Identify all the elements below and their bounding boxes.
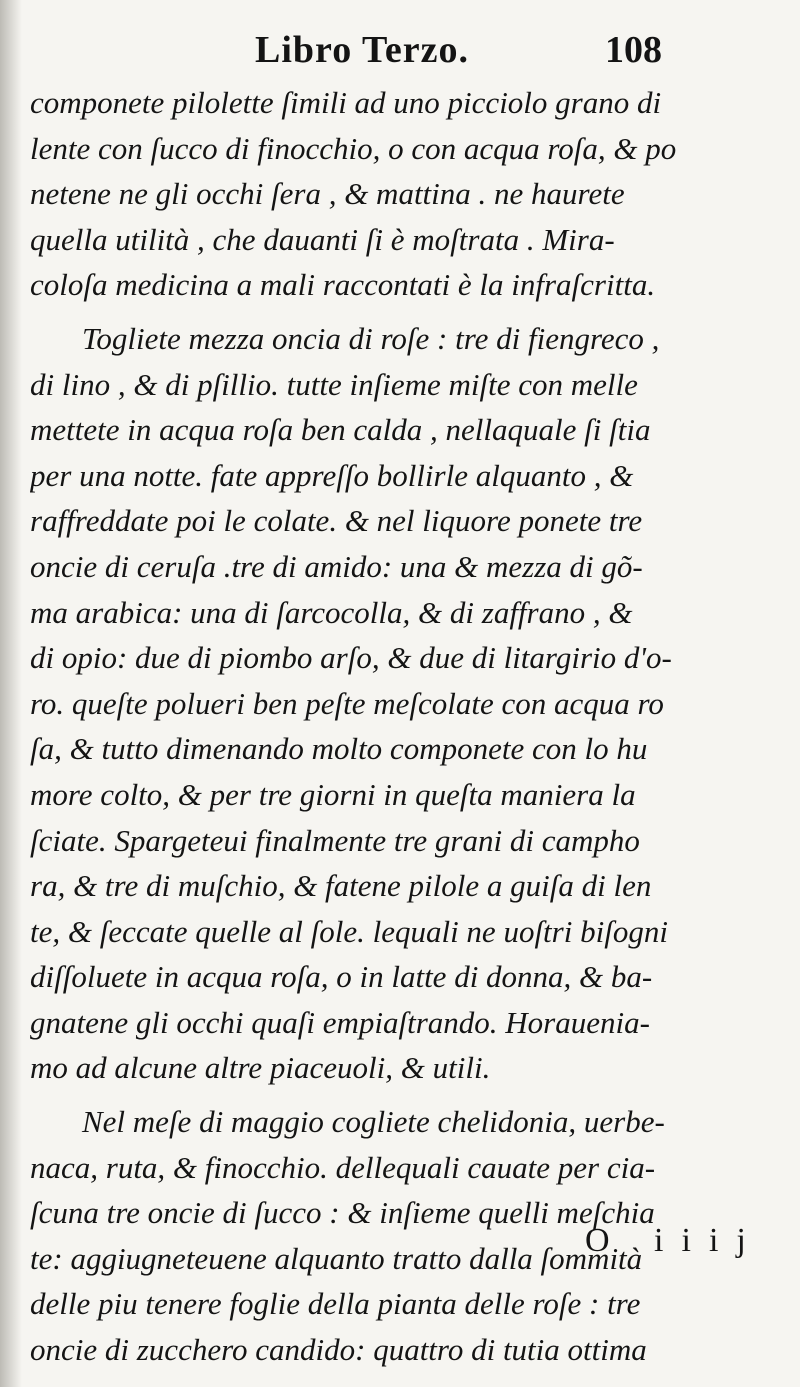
text-line: te: aggiugneteuene alquanto tratto dalla ſommità (30, 1240, 643, 1276)
text-line: raffreddate poi le colate. & nel liquore ponete tre (30, 503, 643, 539)
paragraph-start-line: Nel meſe di maggio cogliete chelidonia, uerbe- (82, 1104, 665, 1140)
paragraph-start-line: Togliete mezza oncia di roſe : tre di fiengreco , (82, 320, 660, 356)
text-line: delle piu tenere foglie della pianta delle roſe : tre (30, 1286, 641, 1322)
text-line: lente con ſucco di finocchio, o con acqua roſa, & po (30, 130, 677, 166)
page-header (0, 28, 800, 78)
text-line: oncie di zucchero candido: quattro di tutia ottima (30, 1332, 647, 1368)
text-line: netene ne gli occhi ſera , & mattina . ne haurete (30, 176, 625, 212)
text-line: componete pilolette ſimili ad uno picciolo grano di (30, 85, 662, 120)
text-line: ſciate. Spargeteui finalmente tre grani di campho (30, 822, 640, 858)
text-line: te, & ſeccate quelle al ſole. lequali ne uoſtri biſogni (30, 913, 668, 949)
text-line: di opio: due di piombo arſo, & due di litargirio d'o- (30, 640, 672, 676)
body-text (30, 80, 770, 1373)
text-line: mettete in acqua roſa ben calda , nellaquale ſi ſtia (30, 412, 651, 448)
text-line: diſſoluete in acqua roſa, o in latte di donna, & ba- (30, 959, 653, 995)
text-line: ma arabica: una di ſarcocolla, & di zaffrano , & (30, 594, 633, 630)
text-line: gnatene gli occhi quaſi empiaſtrando. Horaueniа- (30, 1004, 650, 1040)
running-title: Libro Terzo. (255, 29, 469, 71)
gutter-shadow (0, 0, 22, 1387)
page-number: 108 (605, 29, 662, 71)
text-line: ra, & tre di muſchio, & fatene pilole a guiſa di len (30, 868, 652, 904)
text-line: per una notte. fate appreſſo bollirle alquanto , & (30, 457, 634, 493)
text-line: mo ad alcune altre piaceuoli, & utili. (30, 1050, 491, 1086)
text-line: quella utilità , che dauanti ſi è moſtrata . Mira- (30, 221, 615, 257)
text-line: naca, ruta, & finocchio. dellequali cauate per cia- (30, 1149, 656, 1185)
text-line: ro. queſte polueri ben peſte meſcolate con acqua ro (30, 685, 664, 721)
text-line: more colto, & per tre giorni in queſta maniera la (30, 776, 636, 812)
signature-mark: O iiij (585, 1222, 764, 1259)
text-line: oncie di ceruſa .tre di amido: una & mezza di gõ- (30, 548, 643, 584)
text-line: ſcuna tre oncie di ſucco : & inſieme quelli meſchia (30, 1195, 655, 1231)
text-line: ſa, & tutto dimenando molto componete con lo hu (30, 731, 648, 767)
text-line: coloſa medicina a mali raccontati è la infraſcritta. (30, 267, 656, 303)
text-line: di lino , & di pſillio. tutte inſieme miſte con melle (30, 366, 638, 402)
